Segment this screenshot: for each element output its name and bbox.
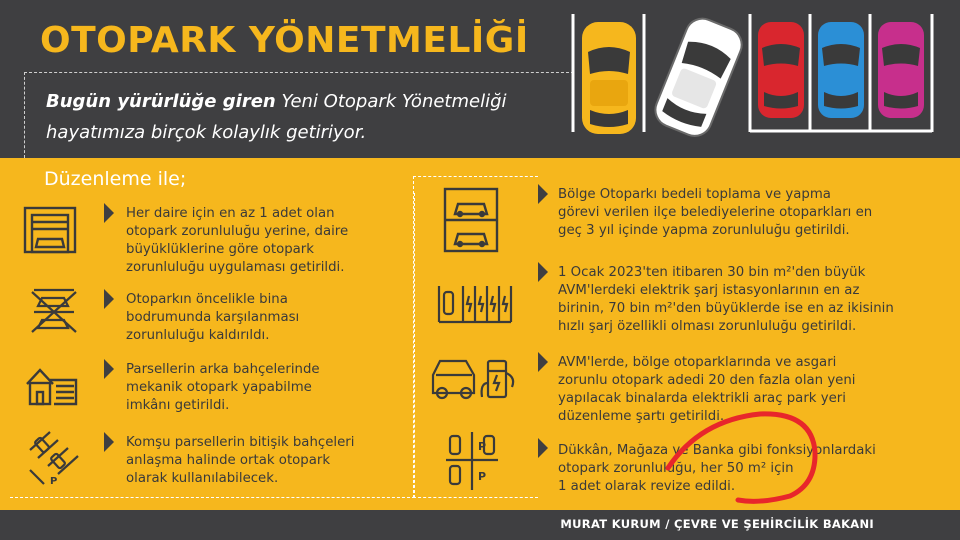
bullet-arrow: [104, 359, 114, 379]
bullet-arrow: [538, 184, 548, 204]
right-item-2: 1 Ocak 2023'ten itibaren 30 bin m²'den büyük AVM'lerdeki elektrik şarj istasyonlarının en az birinin, 70 bin m²'den büyüklerde ise en az ikisinin hızlı şarj özellikli olması zorunluluğu getirildi.: [558, 265, 894, 334]
intro-text: [46, 86, 566, 148]
parking-lot-icon: [26, 430, 82, 486]
right-item-4: Dükkân, Mağaza ve Banka gibi fonksiyonlardaki otopark zorunluluğu, her 50 m² için 1 adet olarak revize edildi.: [558, 443, 876, 494]
blue-car-icon: [818, 22, 864, 118]
magenta-car-icon: [878, 22, 924, 118]
white-car-icon: [650, 14, 746, 138]
ev-charging-spots-icon: [436, 282, 514, 326]
yellow-car-icon: [582, 22, 636, 134]
crossed-basement-parking-icon: [28, 286, 80, 336]
left-item-4: Komşu parsellerin bitişik bahçeleri anlaşma halinde ortak otopark olarak kullanılabilecek.: [126, 435, 355, 486]
parking-spaces-icon: [444, 430, 500, 492]
bullet-arrow: [104, 203, 114, 223]
right-item-1: Bölge Otoparkı bedeli toplama ve yapma görevi verilen ilçe belediyelerine otoparkları en geç 3 yıl içinde yapma zorunluluğu getirildi.: [558, 187, 873, 238]
left-item-2: Otoparkın öncelikle bina bodrumunda karşılanması zorunluluğu kaldırıldı.: [126, 292, 300, 343]
page-title: OTOPARK YÖNETMELİĞİ: [40, 20, 529, 61]
garage-icon: [22, 205, 78, 255]
svg-text:P: P: [478, 440, 487, 453]
bullet-arrow: [104, 432, 114, 452]
svg-text:P: P: [478, 470, 487, 483]
multistorey-parking-icon: [442, 186, 500, 254]
bullet-arrow: [538, 438, 548, 458]
svg-text:P: P: [50, 476, 58, 486]
red-car-icon: [758, 22, 804, 118]
bullet-arrow: [104, 289, 114, 309]
intro-bold: Bugün yürürlüğe giren: [46, 91, 276, 112]
section-subhead: Düzenleme ile;: [44, 168, 187, 190]
house-garage-icon: [24, 366, 80, 406]
bullet-arrow: [538, 352, 548, 372]
parked-cars-illustration: [570, 14, 936, 138]
bullet-arrow: [538, 262, 548, 282]
intro-line-2: hayatımıza birçok kolaylık getiriyor.: [46, 122, 367, 143]
right-item-3: AVM'lerde, bölge otoparklarında ve asgari zorunlu otopark adedi 20 den fazla olan yeni yapılacak binalarda elektrikli araç park yeri düzenleme şartı getirildi.: [558, 355, 856, 424]
intro-rest: Yeni Otopark Yönetmeliği: [275, 91, 507, 112]
footer-credit: MURAT KURUM / ÇEVRE VE ŞEHİRCİLİK BAKANI: [560, 517, 874, 531]
left-item-1: Her daire için en az 1 adet olan otopark zorunluluğu yerine, daire büyüklüklerine göre otopark zorunluluğu uygulaması getirildi.: [126, 206, 349, 275]
ev-charger-car-icon: [430, 353, 520, 403]
left-item-3: Parsellerin arka bahçelerinde mekanik otopark yapabilme imkânı getirildi.: [126, 362, 320, 413]
